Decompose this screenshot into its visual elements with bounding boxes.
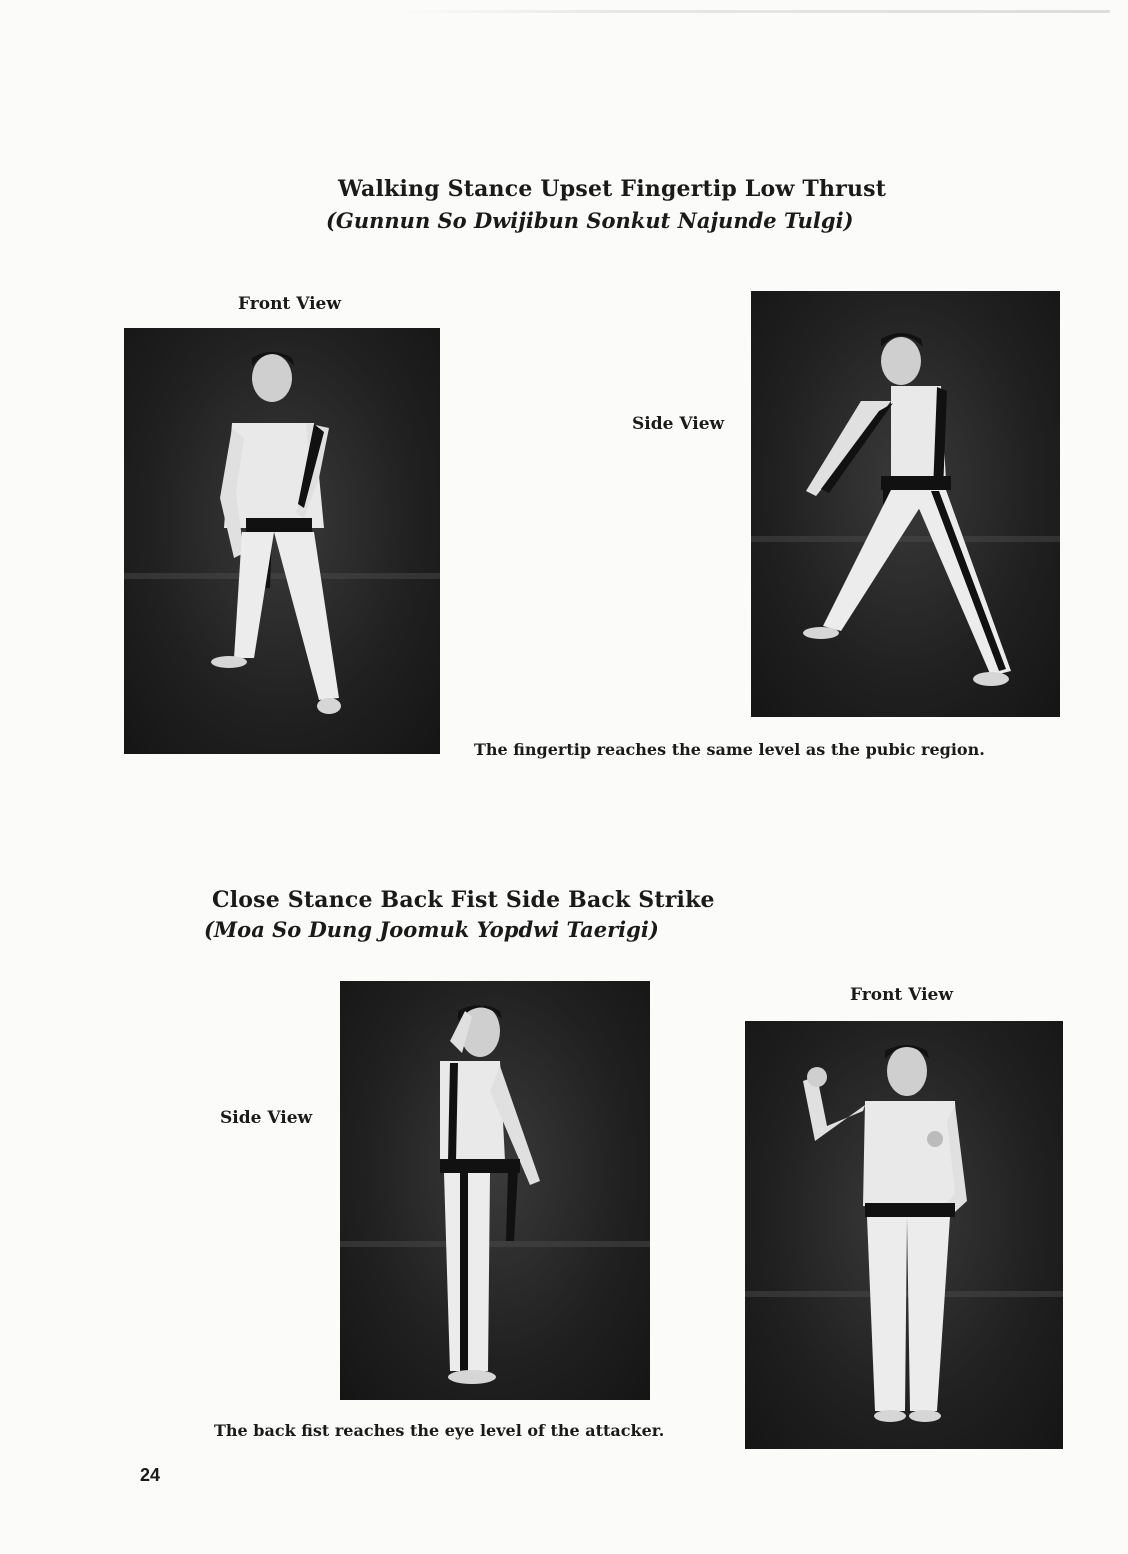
section-1-front-view-label: Front View [238,294,341,314]
page-number: 24 [140,1465,161,1485]
scan-edge-line [400,10,1110,13]
section-2-front-view-label: Front View [850,985,953,1005]
section-2-front-view-photo [745,1021,1063,1449]
section-1-caption: The fingertip reaches the same level as the pubic region. [474,740,985,759]
section-2-side-view-label: Side View [220,1108,313,1128]
section-1-title: Walking Stance Upset Fingertip Low Thrust [338,176,887,202]
section-1-subtitle: (Gunnun So Dwijibun Sonkut Najunde Tulgi) [326,208,854,233]
section-2-side-view-photo [340,981,650,1400]
section-1-side-view-label: Side View [632,414,725,434]
section-2-caption: The back fist reaches the eye level of the attacker. [214,1421,665,1440]
section-1-side-view-photo [751,291,1060,717]
section-1-front-view-photo [124,328,440,754]
section-2-subtitle: (Moa So Dung Joomuk Yopdwi Taerigi) [204,917,659,942]
section-2-title: Close Stance Back Fist Side Back Strike [212,887,715,913]
